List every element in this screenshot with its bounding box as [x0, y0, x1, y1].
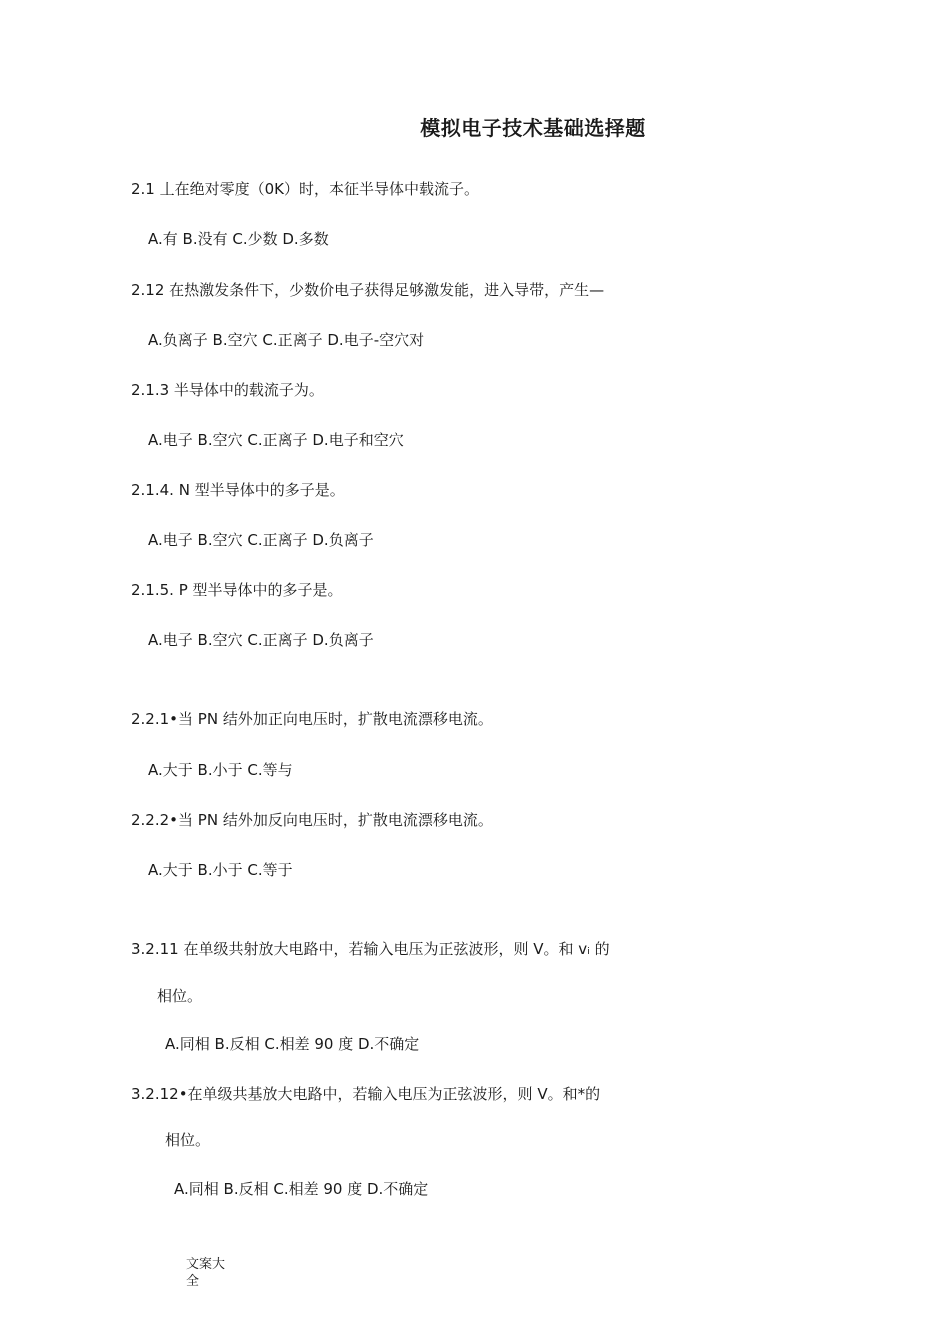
footer-text: 文案大全	[186, 1257, 226, 1289]
question-3-2-12-continued: 相位。	[165, 1131, 211, 1149]
options-2-1-3: A.电子 B.空穴 C.正离子 D.电子和空穴	[148, 431, 404, 449]
question-2-1-2: 2.12 在热激发条件下，少数价电子获得足够激发能，进入导带，产生—	[131, 281, 605, 299]
options-2-1-5: A.电子 B.空穴 C.正离子 D.负离子	[148, 631, 374, 649]
question-3-2-11: 3.2.11 在单级共射放大电路中，若输入电压为正弦波形，则 V。和 vᵢ 的	[131, 940, 610, 958]
question-3-2-12: 3.2.12•在单级共基放大电路中，若输入电压为正弦波形，则 V。和*的	[131, 1085, 601, 1103]
question-2-2-2: 2.2.2•当 PN 结外加反向电压时，扩散电流漂移电流。	[131, 811, 493, 829]
options-2-1-4: A.电子 B.空穴 C.正离子 D.负离子	[148, 531, 374, 549]
question-2-1-5: 2.1.5. P 型半导体中的多子是。	[131, 581, 343, 599]
question-2-1-1: 2.1 丄在绝对零度（0K）时，本征半导体中载流子。	[131, 180, 480, 198]
options-2-1-2: A.负离子 B.空穴 C.正离子 D.电子-空穴对	[148, 331, 425, 349]
options-2-1-1: A.有 B.没有 C.少数 D.多数	[148, 230, 329, 248]
question-2-1-3: 2.1.3 半导体中的载流子为。	[131, 381, 324, 399]
document-title: 模拟电子技术基础选择题	[420, 116, 646, 140]
question-2-1-4: 2.1.4. N 型半导体中的多子是。	[131, 481, 345, 499]
options-2-2-1: A.大于 B.小于 C.等与	[148, 761, 293, 779]
question-2-2-1: 2.2.1•当 PN 结外加正向电压时，扩散电流漂移电流。	[131, 710, 493, 728]
options-3-2-11: A.同相 B.反相 C.相差 90 度 D.不确定	[165, 1035, 420, 1053]
options-3-2-12: A.同相 B.反相 C.相差 90 度 D.不确定	[174, 1180, 429, 1198]
question-3-2-11-continued: 相位。	[157, 987, 203, 1005]
options-2-2-2: A.大于 B.小于 C.等于	[148, 861, 293, 879]
